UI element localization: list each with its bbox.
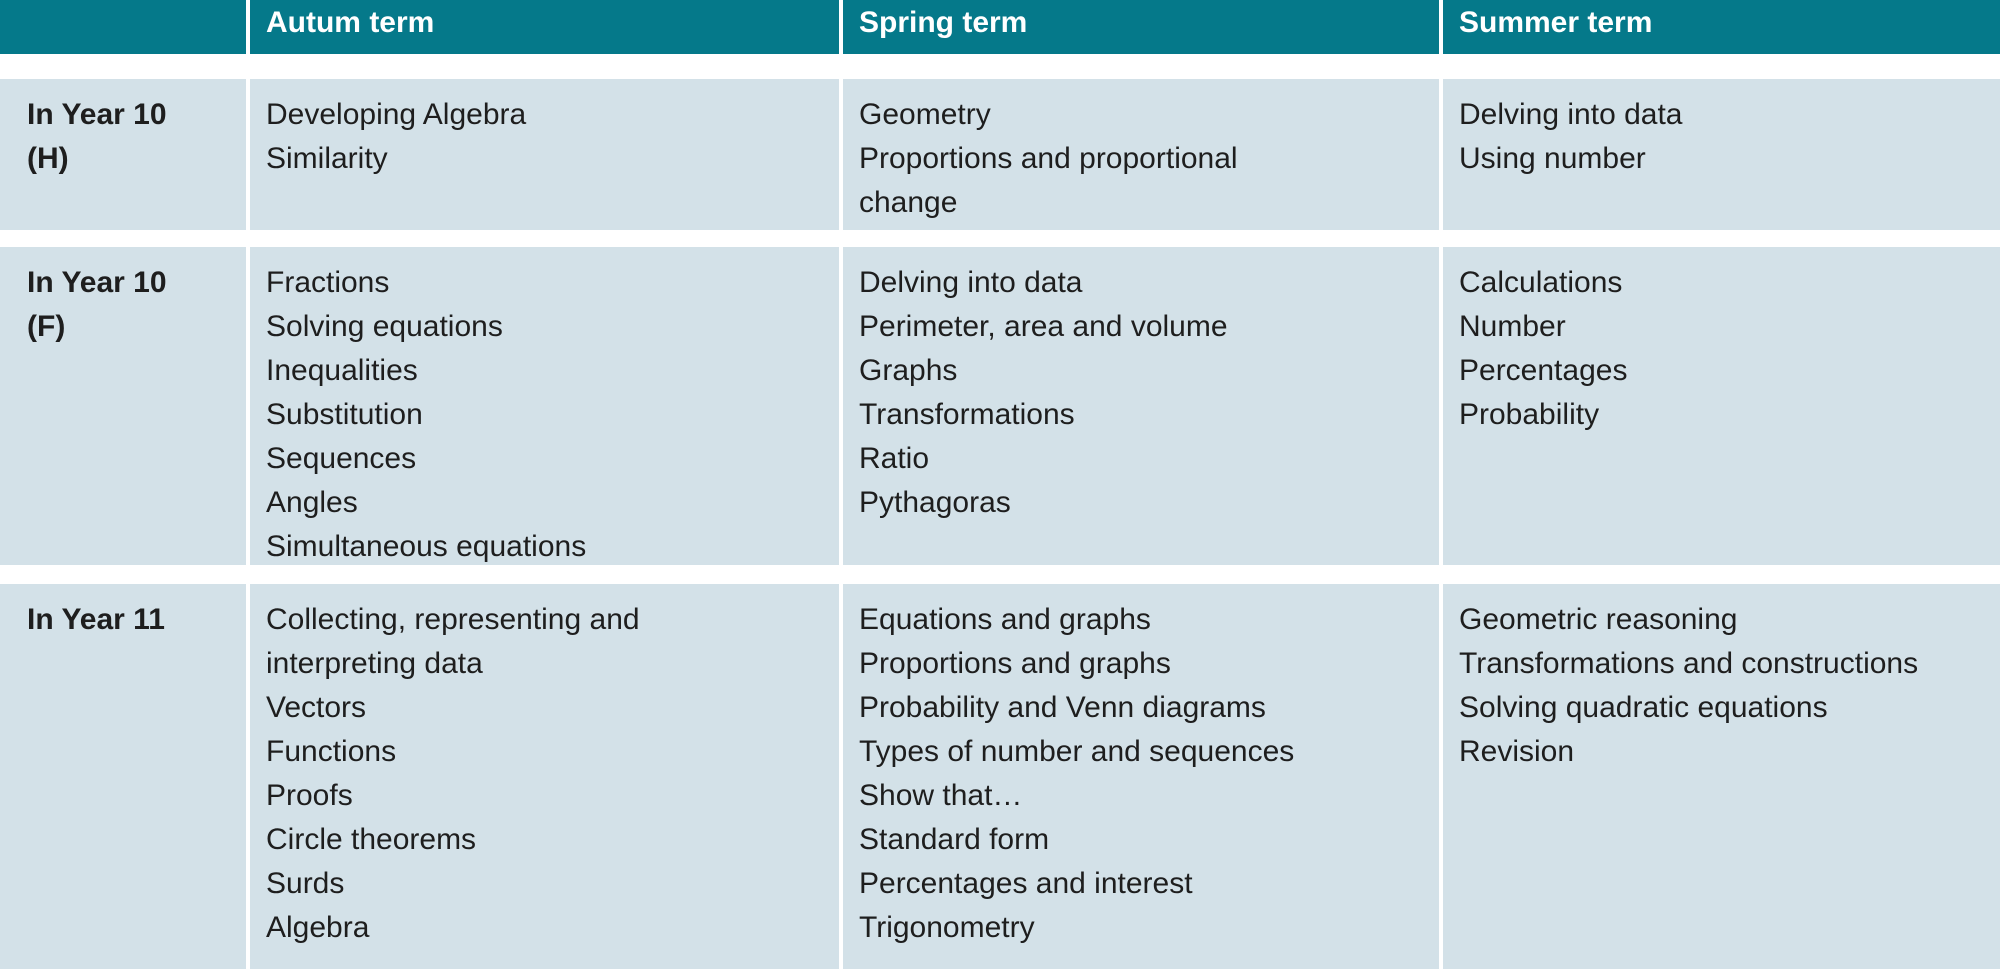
summer-cell [1443,584,2000,969]
row-label-cell [0,584,246,969]
spring-topic-list [859,93,1238,225]
topic-item: Geometric reasoning [1459,603,1738,636]
topic-item: Algebra [266,911,370,944]
autumn-topic-list [266,93,526,181]
topic-item: Percentages [1459,354,1628,387]
header-summer-term: Summer term [1459,6,1653,39]
topic-item: Perimeter, area and volume [859,310,1228,343]
topic-item: Standard form [859,823,1050,856]
header-spring-cell [843,0,1439,54]
autumn-topic-list [266,261,586,569]
topic-item: Proportions and proportional [859,142,1238,175]
header-autumn-cell [250,0,839,54]
topic-item: Ratio [859,442,930,475]
spring-cell [843,79,1439,230]
row-label-line: In Year 11 [27,603,165,636]
spring-cell [843,584,1439,969]
topic-item: Solving equations [266,310,503,343]
topic-item: Proportions and graphs [859,647,1171,680]
row-year10-higher [0,79,2000,230]
autumn-cell [250,79,839,230]
header-autumn-term: Autum term [266,6,435,39]
summer-topic-list [1459,261,1627,437]
row-label [27,93,167,181]
row-label [27,598,165,642]
topic-item: Surds [266,867,345,900]
row-label-cell [0,247,246,565]
topic-item: Revision [1459,735,1575,768]
topic-item: Pythagoras [859,486,1011,519]
row-label-line: (H) [27,142,69,175]
topic-item: Fractions [266,266,390,299]
topic-item: Percentages and interest [859,867,1193,900]
topic-item: Developing Algebra [266,98,527,131]
topic-item: Delving into data [859,266,1083,299]
topic-item: Probability and Venn diagrams [859,691,1266,724]
topic-item: Angles [266,486,358,519]
summer-cell [1443,247,2000,565]
header-row [0,0,2000,54]
topic-item: Simultaneous equations [266,530,587,563]
topic-item: interpreting data [266,647,483,680]
autumn-cell [250,247,839,565]
topic-item: Proofs [266,779,353,812]
topic-item: Solving quadratic equations [1459,691,1828,724]
topic-item: Number [1459,310,1566,343]
spring-cell [843,247,1439,565]
autumn-cell [250,584,839,969]
row-label [27,261,167,349]
topic-item: Vectors [266,691,367,724]
topic-item: Sequences [266,442,417,475]
topic-item: Circle theorems [266,823,477,856]
header-spring-term: Spring term [859,6,1028,39]
topic-item: Inequalities [266,354,418,387]
topic-item: Calculations [1459,266,1623,299]
topic-item: Equations and graphs [859,603,1151,636]
header-summer-cell [1443,0,2000,54]
topic-item: Using number [1459,142,1646,175]
topic-item: Transformations and constructions [1459,647,1919,680]
header-blank-cell [0,0,246,54]
topic-item: Trigonometry [859,911,1035,944]
spring-topic-list [859,261,1228,525]
topic-item: Delving into data [1459,98,1683,131]
topic-item: Substitution [266,398,423,431]
topic-item: Geometry [859,98,991,131]
row-label-line: In Year 10 [27,98,167,131]
topic-item: change [859,186,958,219]
spring-topic-list [859,598,1294,950]
topic-item: Similarity [266,142,388,175]
topic-item: Probability [1459,398,1600,431]
topic-item: Functions [266,735,397,768]
row-year10-foundation [0,247,2000,565]
row-label-line: In Year 10 [27,266,167,299]
topic-item: Graphs [859,354,958,387]
row-label-cell [0,79,246,230]
topic-item: Transformations [859,398,1075,431]
topic-item: Types of number and sequences [859,735,1295,768]
summer-cell [1443,79,2000,230]
topic-item: Show that… [859,779,1023,812]
row-year11 [0,584,2000,969]
row-label-line: (F) [27,310,66,343]
autumn-topic-list [266,598,640,950]
summer-topic-list [1459,598,1918,774]
topic-item: Collecting, representing and [266,603,640,636]
summer-topic-list [1459,93,1682,181]
